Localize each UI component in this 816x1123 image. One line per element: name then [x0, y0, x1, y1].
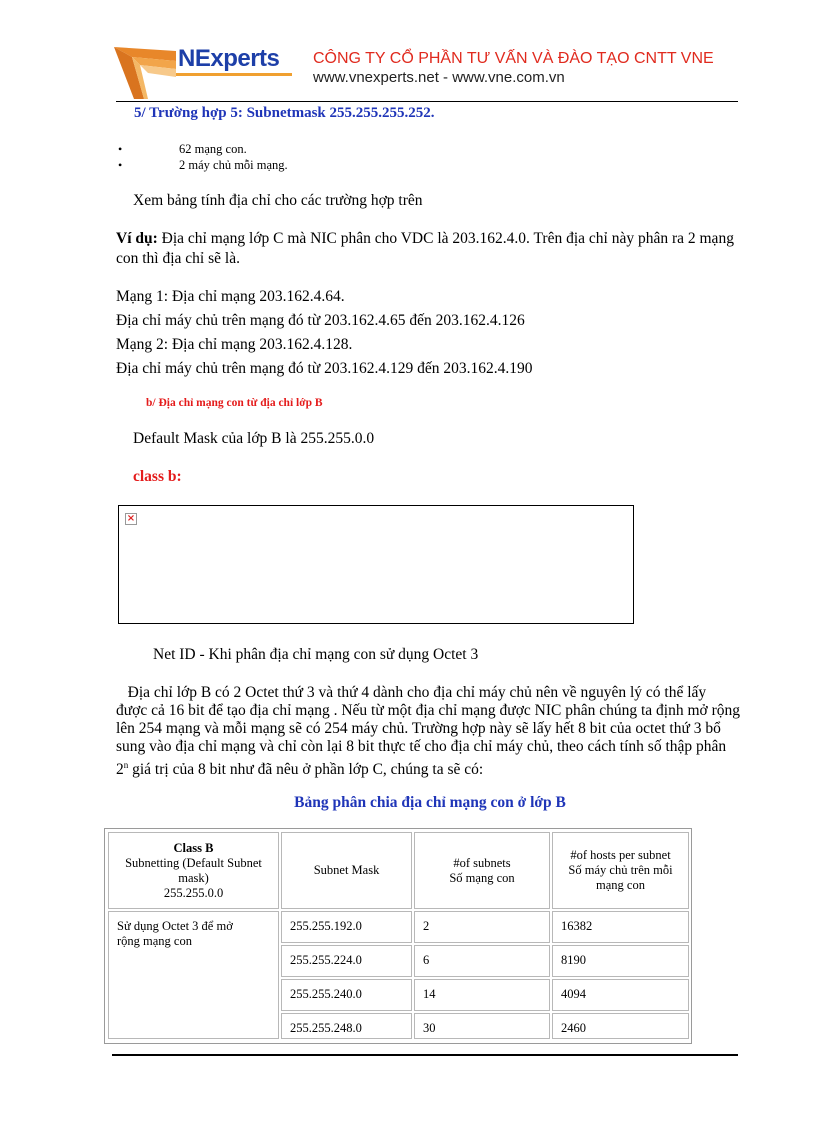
header-subnet-mask [281, 832, 412, 909]
network-line: Địa chỉ máy chủ trên mạng đó từ 203.162.4.65 đến 203.162.4.126 [116, 312, 525, 329]
logo-wordmark: NExperts [178, 45, 280, 72]
table-title: Bảng phân chia địa chỉ mạng con ở lớp B [294, 794, 566, 811]
table-cell-hosts: 4094 [552, 979, 689, 1011]
table-cell-hosts: 2460 [552, 1013, 689, 1039]
table-cell-subnets: 30 [414, 1013, 550, 1039]
bullet-icon: • [118, 142, 123, 156]
subheading-class-b: b/ Địa chỉ mạng con từ địa chỉ lớp B [146, 397, 323, 409]
default-mask-text: Default Mask của lớp B là 255.255.0.0 [133, 430, 375, 447]
header-class-b-title: Class B [173, 840, 214, 855]
company-name: CÔNG TY CỔ PHẦN TƯ VẤN VÀ ĐÀO TẠO CNTT VNE [313, 50, 714, 67]
table-cell-mask: 255.255.248.0 [281, 1013, 412, 1039]
class-b-paragraph [116, 684, 740, 779]
broken-image-icon: × [126, 513, 136, 524]
table-cell-hosts: 16382 [552, 911, 689, 943]
class-b-label: class b: [133, 468, 182, 485]
company-logo-mark [114, 47, 176, 99]
company-websites: www.vnexperts.net - www.vne.com.vn [313, 69, 565, 86]
header-hosts-en: #of hosts per subnet [570, 848, 671, 862]
header-num-subnets-en: #of subnets [453, 855, 511, 870]
header-num-subnets-vi: Số mạng con [449, 870, 515, 885]
logo-underline [176, 73, 292, 76]
paragraph-text: Địa chỉ lớp B có 2 Octet thứ 3 và thứ 4 dành cho địa chỉ máy chủ nên về nguyên lý có thể lấy được cả 16 bit để tạo địa chỉ mạng . Nếu từ một địa chỉ mạng được NIC phân chúng ta định mở rộng lên 254 mạng và mỗi mạng sẽ có 254 máy chủ. Trường hợp này sẽ lấy hết 8 bit của octet thứ 3 bổ sung vào địa chỉ mạng và chỉ còn lại 8 bit thực tế cho địa chỉ máy chủ, theo cách tính số thập phân 2 [116, 684, 741, 779]
example-paragraph [116, 229, 741, 269]
header-subnet-mask-label: Subnet Mask [313, 863, 380, 877]
header-class-b [108, 832, 279, 909]
table-cell-subnets: 6 [414, 945, 550, 977]
subnet-table [104, 828, 692, 1044]
header-divider [116, 101, 738, 102]
example-label: Ví dụ: [116, 230, 158, 247]
header-hosts-per-subnet [552, 832, 689, 909]
footer-divider [112, 1054, 738, 1056]
case-5-heading: 5/ Trường hợp 5: Subnetmask 255.255.255.252. [134, 105, 435, 121]
exponent: n [123, 760, 129, 770]
table-cell-subnets: 2 [414, 911, 550, 943]
table-cell-hosts: 8190 [552, 945, 689, 977]
table-cell-subnets: 14 [414, 979, 550, 1011]
group-label: Sử dụng Octet 3 để mở rộng mạng con [117, 919, 233, 948]
table-cell-mask: 255.255.192.0 [281, 911, 412, 943]
table-cell-mask: 255.255.224.0 [281, 945, 412, 977]
network-line: Mạng 2: Địa chỉ mạng 203.162.4.128. [116, 336, 353, 353]
paragraph-text: giá trị của 8 bit như đã nêu ở phần lớp C, chúng ta sẽ có: [128, 761, 484, 779]
example-text: Địa chỉ mạng lớp C mà NIC phân cho VDC là 203.162.4.0. Trên địa chỉ này phân ra 2 mạng con thì địa chỉ sẽ là. [116, 230, 734, 267]
header-hosts-vi: Số máy chủ trên mỗi mạng con [568, 863, 673, 892]
netid-caption: Net ID - Khi phân địa chỉ mạng con sử dụng Octet 3 [153, 646, 479, 663]
header-class-b-mask: 255.255.0.0 [163, 885, 224, 900]
reference-text: Xem bảng tính địa chỉ cho các trường hợp trên [133, 192, 423, 209]
table-cell-mask: 255.255.240.0 [281, 979, 412, 1011]
network-line: Địa chỉ máy chủ trên mạng đó từ 203.162.4.129 đến 203.162.4.190 [116, 360, 533, 377]
bullet-item: 62 mạng con. [179, 142, 247, 156]
bullet-icon: • [118, 158, 123, 172]
network-line: Mạng 1: Địa chỉ mạng 203.162.4.64. [116, 288, 345, 305]
image-placeholder [118, 505, 634, 624]
header-num-subnets [414, 832, 550, 909]
group-label-cell [108, 911, 279, 1039]
bullet-item: 2 máy chủ mỗi mạng. [179, 158, 288, 172]
header-class-b-subtitle: Subnetting (Default Subnet mask) [125, 855, 262, 885]
